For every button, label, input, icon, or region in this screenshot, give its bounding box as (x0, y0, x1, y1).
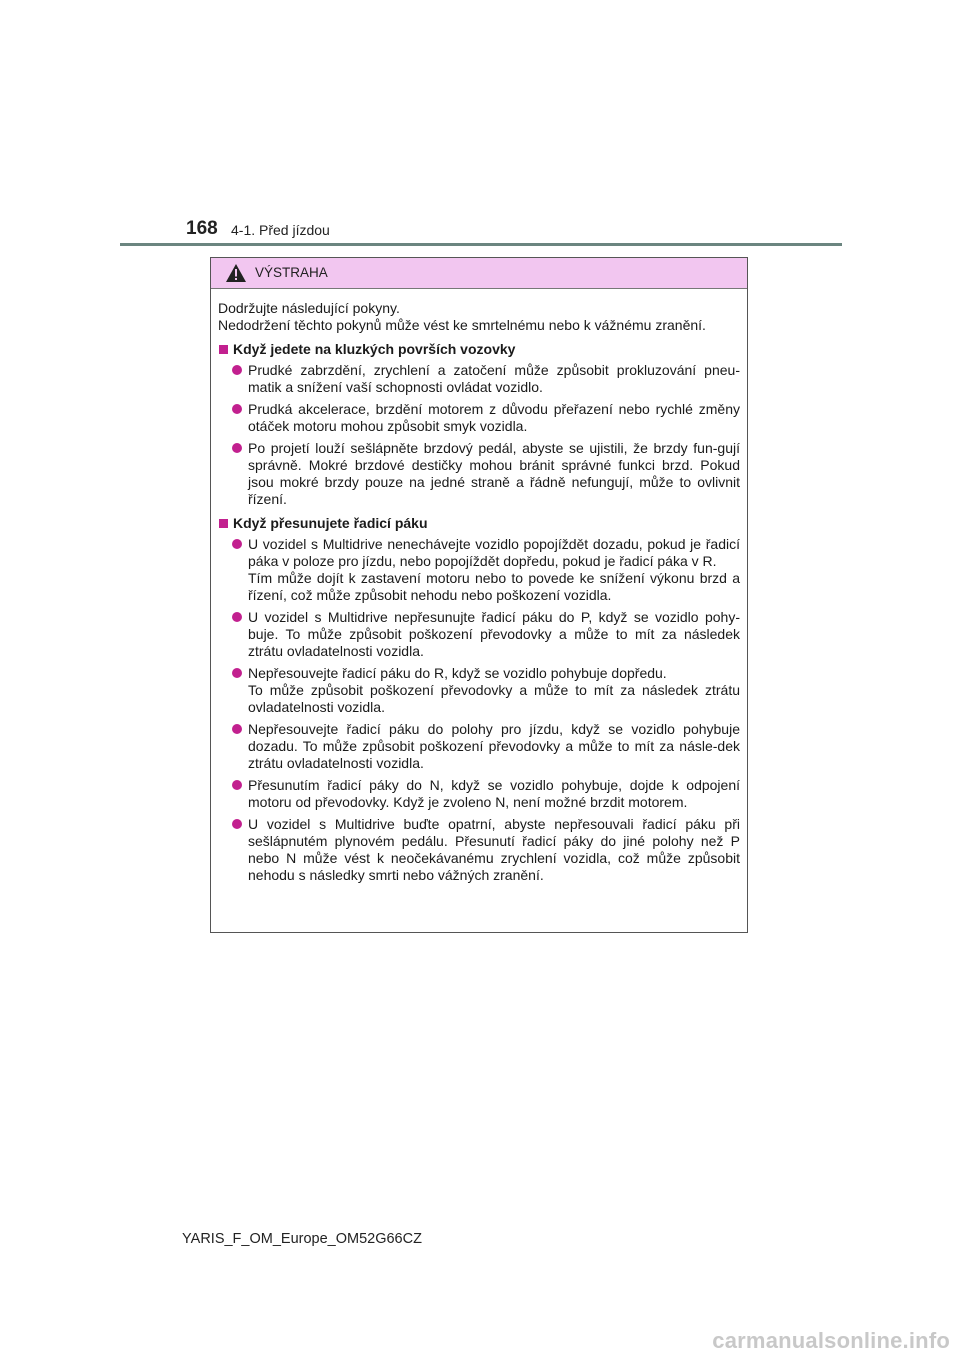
bullet-text (248, 665, 740, 716)
bullet-paragraph: U vozidel s Multidrive buďte opatrní, abyste nepřesouvali řadicí páku při sešlápnutém plynovém pedálu. Přesunutí řadicí páky do jiné polohy než P nebo N může vést k neočekávanému zrychlení vozidla, což může způsobit nehodu s následky smrti nebo vážných zranění. (248, 816, 740, 883)
bullet-paragraph: To může způsobit poškození převodovky a může to mít za následek ztrátu ovladatelnosti vozidla. (248, 682, 740, 715)
section-heading-text: Když jedete na kluzkých površích vozovky (233, 341, 516, 357)
warning-header (211, 258, 747, 289)
warning-triangle-icon (225, 263, 247, 283)
watermark: carmanualsonline.info (712, 1328, 950, 1353)
document-code: YARIS_F_OM_Europe_OM52G66CZ (182, 1231, 422, 1247)
page-footer (0, 1231, 960, 1247)
bullet-text (248, 816, 740, 884)
bullet-paragraph: U vozidel s Multidrive nenechávejte vozidlo popojíždět dozadu, pokud je řadicí páka v poloze pro jízdu, nebo popojíždět dopředu, pokud je řadicí páka v R. (248, 536, 740, 569)
bullet-item (218, 536, 740, 604)
bullet-item (218, 401, 740, 435)
bullet-paragraph: Prudká akcelerace, brzdění motorem z důvodu přeřazení nebo rychlé změny otáček motoru mohou způsobit smyk vozidla. (248, 401, 740, 434)
warning-section (218, 515, 740, 884)
bullet-paragraph: Nepřesouvejte řadicí páku do R, když se vozidlo pohybuje dopředu. (248, 665, 667, 681)
bullet-item (218, 362, 740, 396)
section-heading (218, 341, 740, 358)
section-heading (218, 515, 740, 532)
bullet-text (248, 777, 740, 811)
bullet-text (248, 609, 740, 660)
bullet-item (218, 665, 740, 716)
bullet-text (248, 536, 740, 604)
warning-intro-line: Dodržujte následující pokyny. (218, 300, 400, 316)
bullet-text (248, 440, 740, 508)
round-bullet-icon (232, 539, 242, 549)
square-bullet-icon (219, 519, 228, 528)
bullet-item (218, 721, 740, 772)
bullet-paragraph: Přesunutím řadicí páky do N, když se vozidlo pohybuje, dojde k odpojení motoru od převodovky. Když je zvoleno N, není možné brzdit motorem. (248, 777, 740, 810)
warning-intro-line: Nedodržení těchto pokynů může vést ke smrtelnému nebo k vážnému zranění. (218, 317, 706, 333)
bullet-text (248, 401, 740, 435)
bullet-item (218, 609, 740, 660)
bullet-item (218, 816, 740, 884)
bullet-text (248, 721, 740, 772)
page-number: 168 (186, 218, 218, 239)
round-bullet-icon (232, 612, 242, 622)
bullet-paragraph: Po projetí louží sešlápněte brzdový pedál, abyste se ujistili, že brzdy fun-gují správně. Mokré brzdové destičky mohou bránit správné funkci brzd. Pokud jsou mokré brzdy pouze na jedné straně a řádně nefungují, může to ovlivnit řízení. (248, 440, 740, 507)
bullet-paragraph: Tím může dojít k zastavení motoru nebo to povede ke snížení výkonu brzd a řízení, což může způsobit nehodu nebo poškození vozidla. (248, 570, 740, 603)
round-bullet-icon (232, 404, 242, 414)
bullet-item (218, 777, 740, 811)
bullet-paragraph: U vozidel s Multidrive nepřesunujte řadicí páku do P, když se vozidlo pohy-buje. To může způsobit poškození převodovky a může to mít za následek ztrátu ovladatelnosti vozidla. (248, 609, 740, 659)
round-bullet-icon (232, 443, 242, 453)
section-title: 4-1. Před jízdou (231, 222, 330, 238)
warning-section (218, 341, 740, 508)
square-bullet-icon (219, 345, 228, 354)
warning-box (210, 257, 748, 933)
round-bullet-icon (232, 780, 242, 790)
round-bullet-icon (232, 724, 242, 734)
header-divider (120, 243, 842, 246)
round-bullet-icon (232, 668, 242, 678)
bullet-paragraph: Prudké zabrzdění, zrychlení a zatočení může způsobit prokluzování pneu-matik a snížení vaší schopnosti ovládat vozidlo. (248, 362, 740, 395)
round-bullet-icon (232, 365, 242, 375)
warning-body (211, 289, 747, 884)
bullet-text (248, 362, 740, 396)
round-bullet-icon (232, 819, 242, 829)
bullet-paragraph: Nepřesouvejte řadicí páku do polohy pro jízdu, když se vozidlo pohybuje dozadu. To může způsobit poškození převodovky a může to mít za násle-dek ztrátu ovladatelnosti vozidla. (248, 721, 740, 771)
warning-title: VÝSTRAHA (255, 265, 328, 280)
bullet-item (218, 440, 740, 508)
page-header (120, 214, 842, 246)
section-heading-text: Když přesunujete řadicí páku (233, 515, 428, 531)
